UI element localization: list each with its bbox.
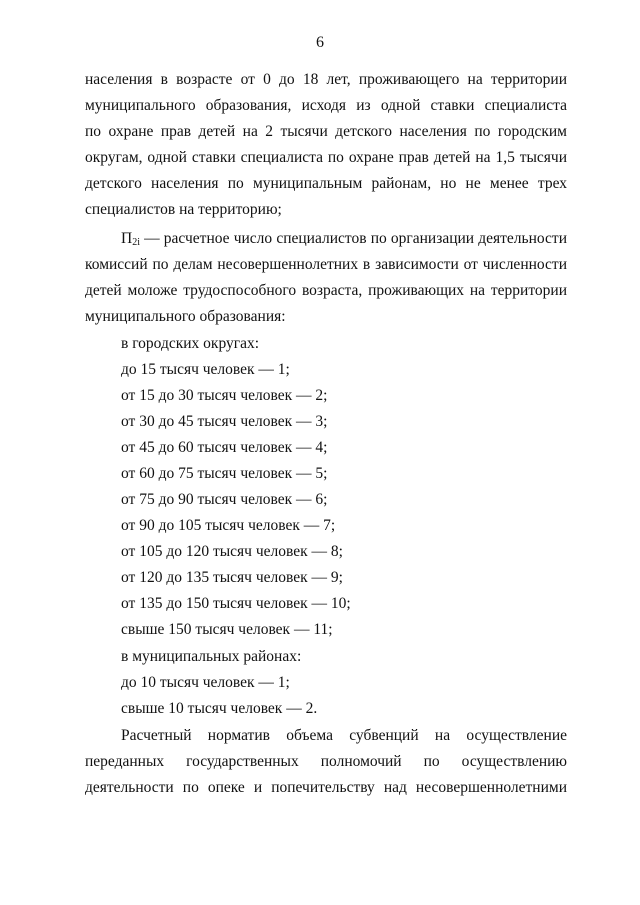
paragraph-1-line: детского населения по муниципальным районам, но не менее трех [85,175,567,192]
paragraph-2-first-line [121,229,567,249]
paragraph-3-line: деятельности по опеке и попечительству над несовершеннолетними [85,779,567,796]
paragraph-1-line: округам, одной ставки специалиста по охране прав детей на 1,5 тысячи [85,149,567,166]
page-number: 6 [316,34,324,51]
list-item: свыше 150 тысяч человек — 11; [121,621,333,638]
paragraph-2-line: комиссий по делам несовершеннолетних в зависимости от численности [85,256,567,273]
paragraph-3-line: Расчетный норматив объема субвенций на осуществление [121,727,567,744]
paragraph-2-line: детей моложе трудоспособного возраста, проживающих на территории [85,282,567,299]
list-item: от 135 до 150 тысяч человек — 10; [121,595,351,612]
formula-symbol: П [121,230,133,247]
paragraph-2-first-line-text: — расчетное число специалистов по организации деятельности [139,230,567,247]
paragraph-1-line: муниципального образования, исходя из одной ставки специалиста [85,97,567,114]
municipal-districts-heading: в муниципальных районах: [121,648,302,665]
list-item: до 10 тысяч человек — 1; [121,674,290,691]
list-item: от 75 до 90 тысяч человек — 6; [121,491,328,508]
list-item: от 30 до 45 тысяч человек — 3; [121,413,328,430]
paragraph-1-line: специалистов на территорию; [85,201,282,218]
city-districts-heading: в городских округах: [121,335,260,352]
paragraph-2-line: муниципального образования: [85,308,286,325]
paragraph-3-line: переданных государственных полномочий по осуществлению [85,753,567,770]
list-item: от 60 до 75 тысяч человек — 5; [121,465,328,482]
list-item: свыше 10 тысяч человек — 2. [121,700,318,717]
list-item: от 15 до 30 тысяч человек — 2; [121,387,328,404]
list-item: до 15 тысяч человек — 1; [121,361,290,378]
paragraph-1-line: населения в возрасте от 0 до 18 лет, проживающего на территории [85,71,567,88]
list-item: от 45 до 60 тысяч человек — 4; [121,439,328,456]
list-item: от 90 до 105 тысяч человек — 7; [121,517,336,534]
list-item: от 105 до 120 тысяч человек — 8; [121,543,343,560]
list-item: от 120 до 135 тысяч человек — 9; [121,569,343,586]
formula-symbol-subscript: 2i [132,237,140,248]
paragraph-1-line: по охране прав детей на 2 тысячи детского населения по городским [85,123,567,140]
